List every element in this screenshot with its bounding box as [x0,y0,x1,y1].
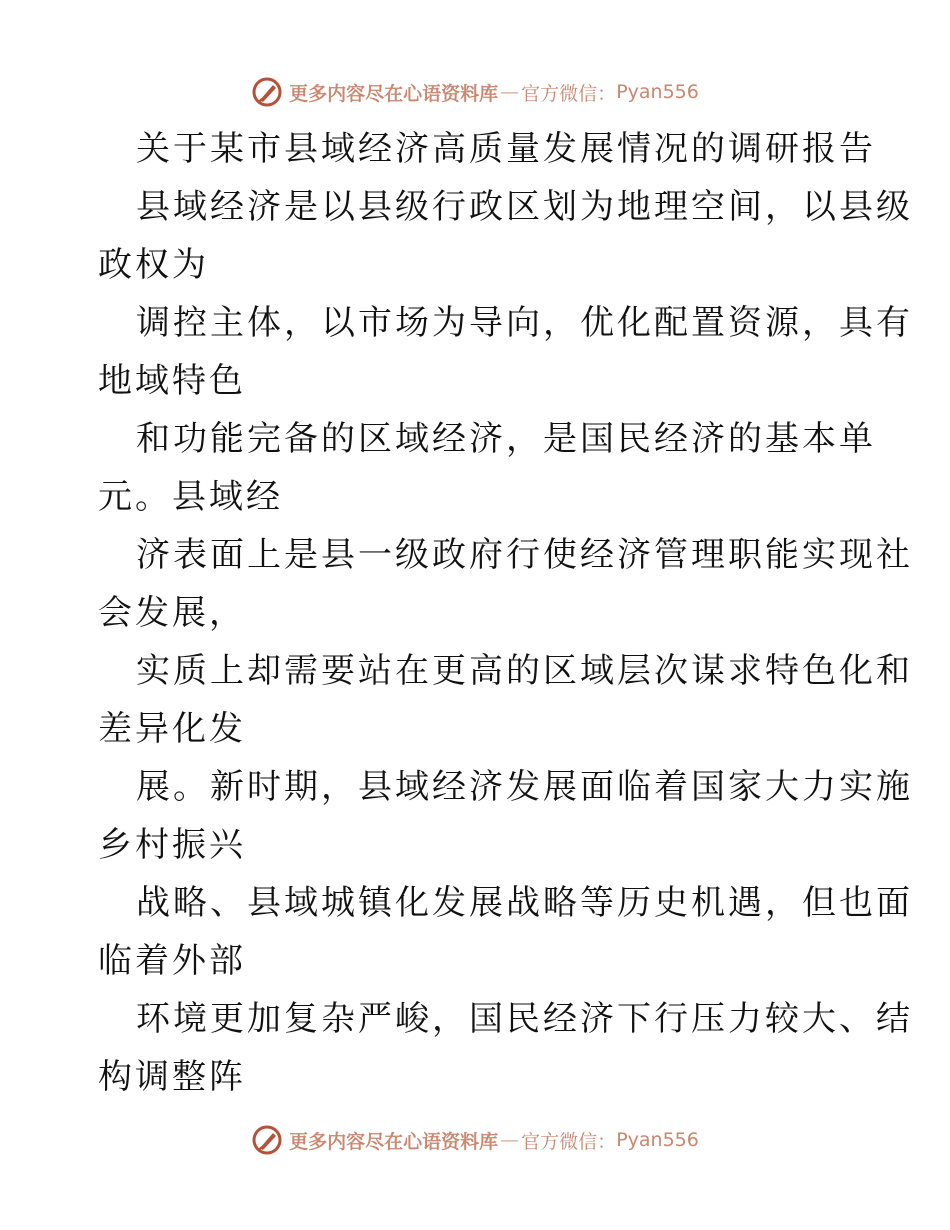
text-line: 和功能完备的区域经济，是国民经济的基本单 [136,419,876,459]
footer-watermark [0,1120,950,1160]
text-line: 政权为 [98,245,209,285]
text-line: 地域特色 [98,361,246,401]
text-line: 县域经济是以县级行政区划为地理空间，以县级 [136,187,913,227]
watermark-dash: — [500,81,520,103]
watermark-id: Pyan556 [616,1129,699,1151]
text-line: 临着外部 [98,941,246,981]
header-watermark [0,72,950,112]
text-line: 环境更加复杂严峻，国民经济下行压力较大、结 [136,999,913,1039]
text-line: 济表面上是县一级政府行使经济管理职能实现社 [136,535,913,575]
quill-pen-circle-icon [251,1124,283,1156]
text-line: 元。县域经 [98,477,283,517]
watermark-label: 官方微信： [521,1130,617,1153]
text-line: 会发展， [98,593,246,633]
text-line: 调控主体，以市场为导向，优化配置资源，具有 [136,303,913,343]
text-line: 差异化发 [98,709,246,749]
document-body [98,120,913,1106]
watermark-brand: 更多内容尽在心语资料库 [289,1130,499,1153]
document-title: 关于某市县域经济高质量发展情况的调研报告 [136,129,876,169]
text-line: 战略、县域城镇化发展战略等历史机遇，但也面 [136,883,913,923]
text-line: 实质上却需要站在更高的区域层次谋求特色化和 [136,651,913,691]
text-line: 展。新时期，县域经济发展面临着国家大力实施 [136,767,913,807]
text-line: 构调整阵 [98,1057,246,1097]
quill-pen-circle-icon [251,76,283,108]
watermark-dash: — [500,1129,520,1151]
watermark-label: 官方微信： [521,82,617,105]
watermark-brand: 更多内容尽在心语资料库 [289,82,499,105]
watermark-id: Pyan556 [616,81,699,103]
text-line: 乡村振兴 [98,825,246,865]
